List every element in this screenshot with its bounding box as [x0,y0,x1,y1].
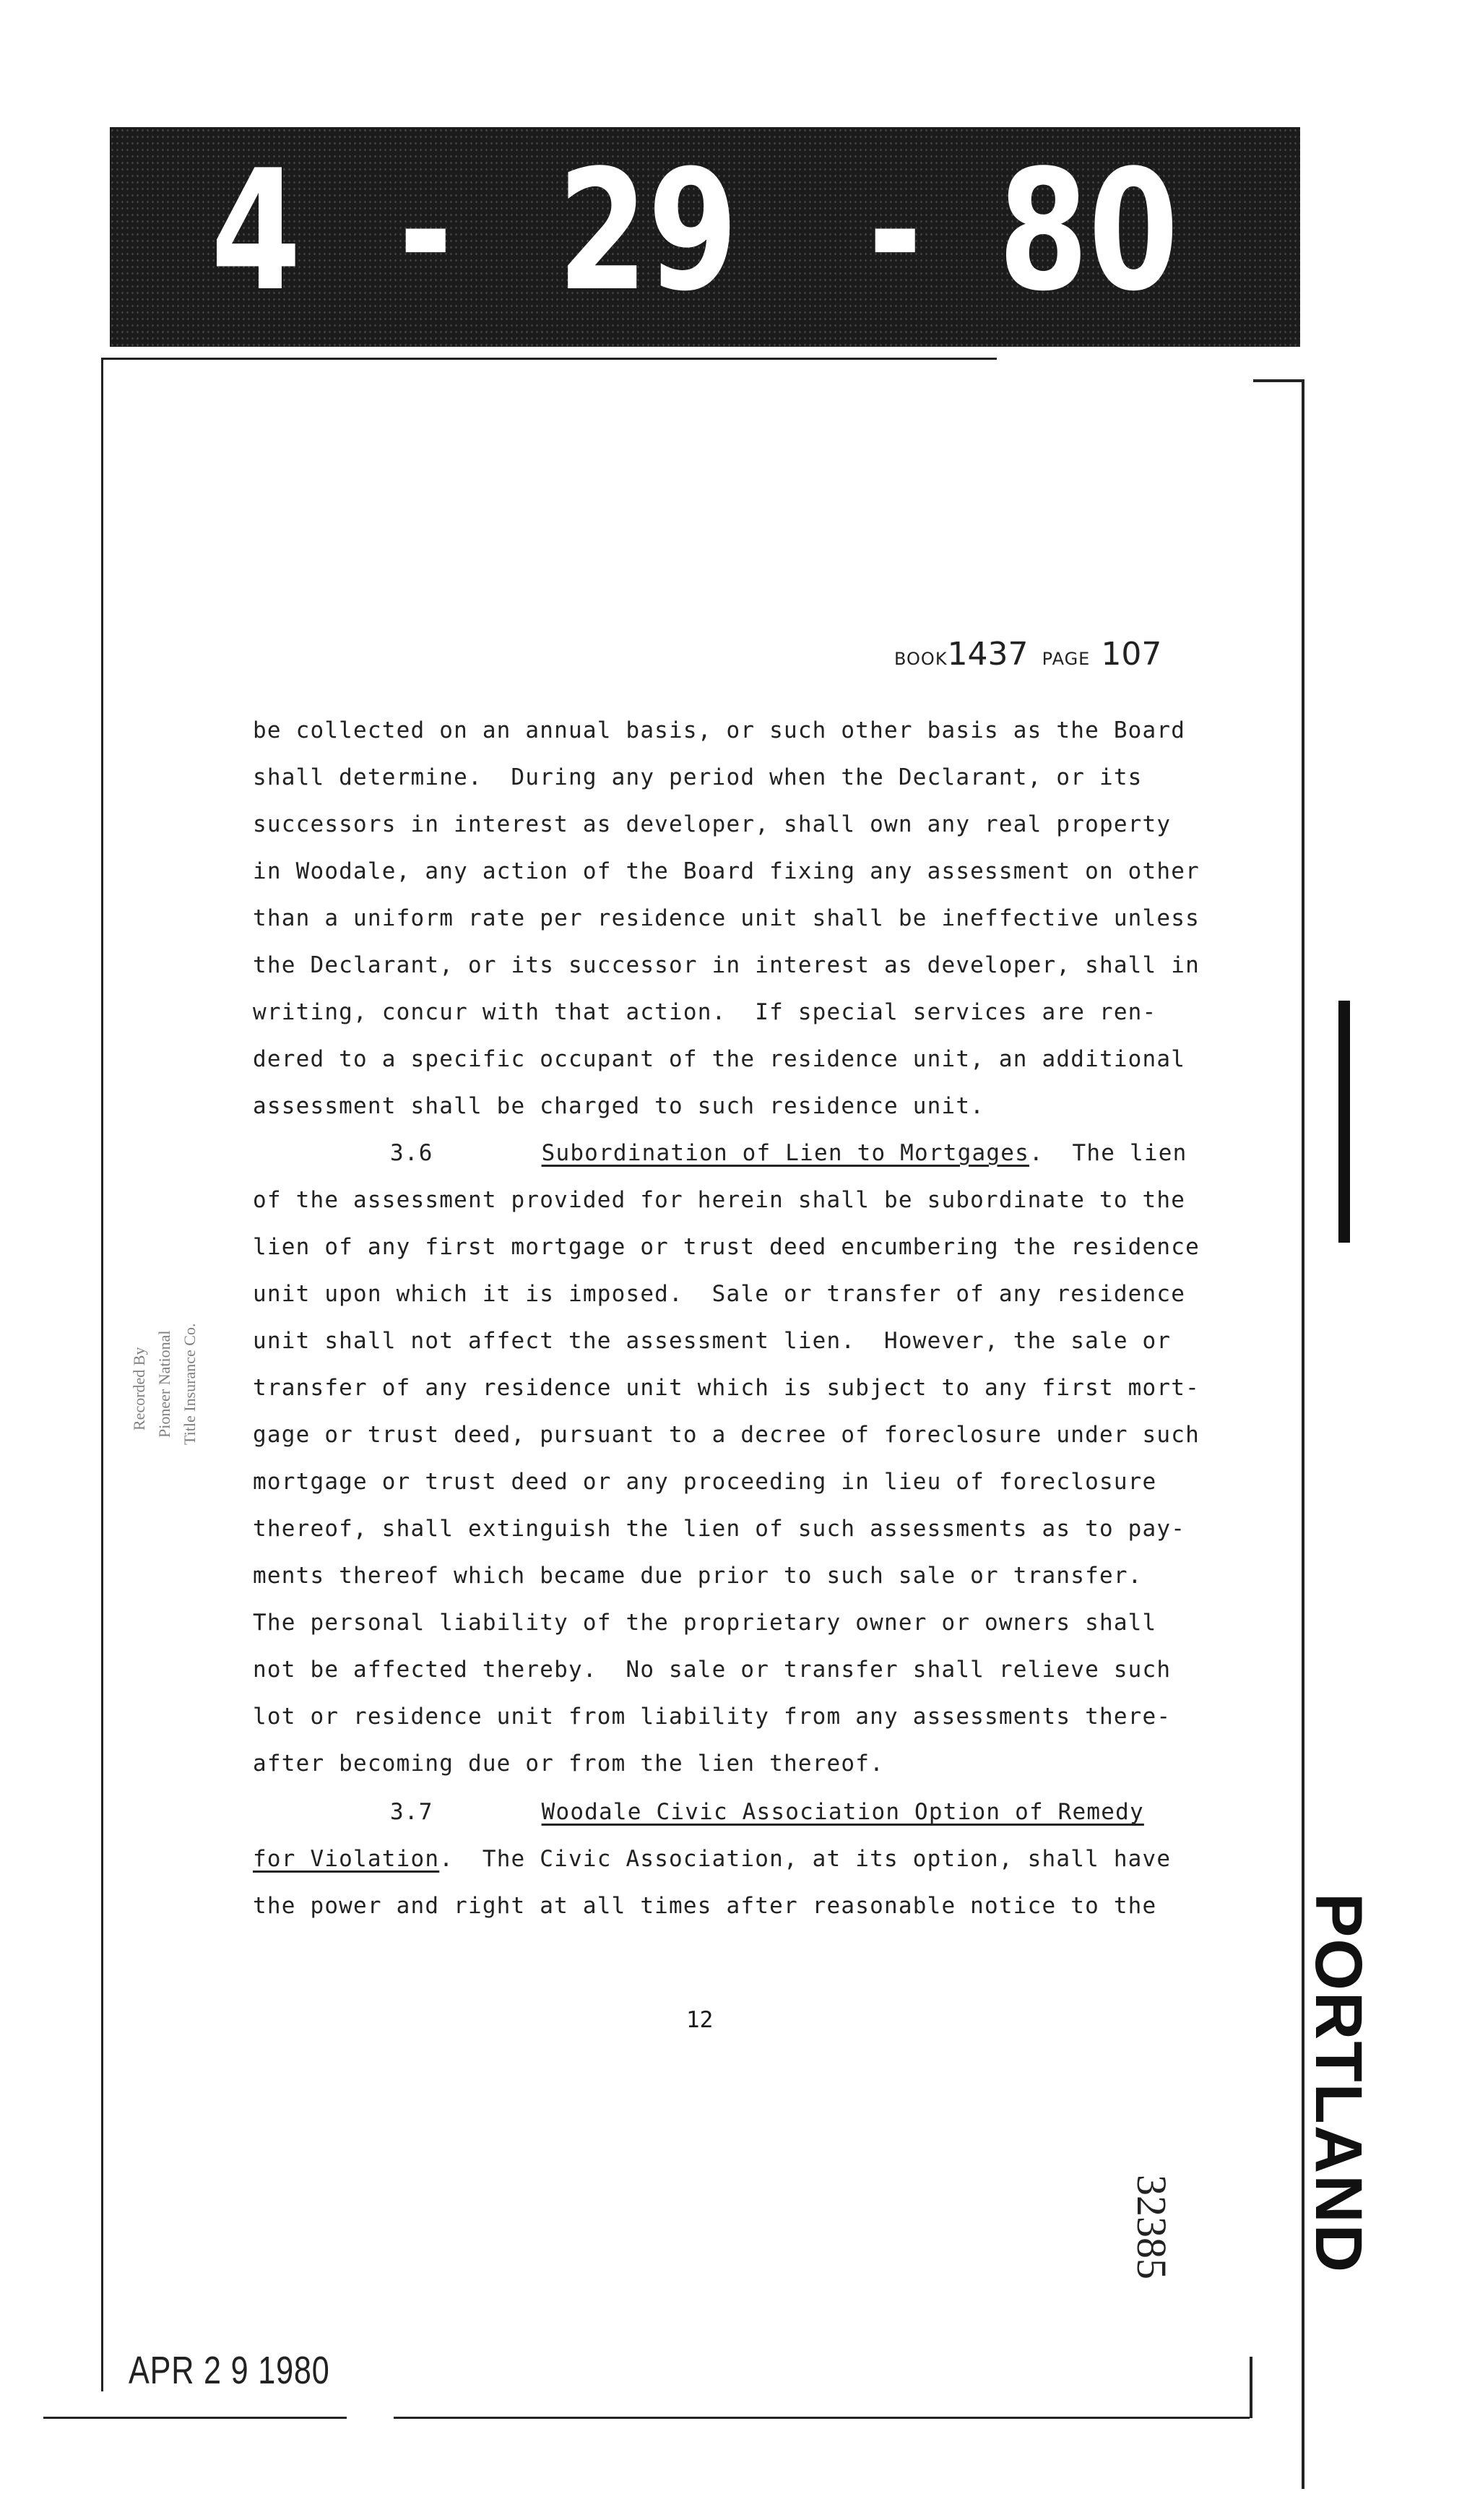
body-line: lien of any first mortgage or trust deed encumbering the residence [253,1234,1200,1260]
book-label: BOOK [894,649,948,669]
body-line: be collected on an annual basis, or such other basis as the Board [253,717,1186,743]
section-heading-suffix: . The lien [1029,1140,1187,1166]
date-part-year: 80 [998,135,1179,328]
book-number: 1437 [947,636,1029,673]
body-line: shall determine. During any period when the Declarant, or its [253,764,1143,790]
body-line: dered to a specific occupant of the residence unit, an additional [253,1046,1186,1072]
frame-bracket-bottom [1250,2357,1252,2418]
body-line: assessment shall be charged to such residence unit. [253,1093,985,1119]
page-number: 12 [686,2007,714,2033]
recorder-stamp-line: Title Insurance Co. [181,1323,199,1445]
page-ref-number: 107 [1101,636,1162,673]
date-separator: - [868,135,922,328]
body-line: after becoming due or from the lien thereof. [253,1751,884,1777]
recording-stamp-number: 32385 [1128,2175,1175,2279]
recorder-stamp [116,1170,209,1445]
body-line: the power and right at all times after reasonable notice to the [253,1893,1157,1919]
body-line: in Woodale, any action of the Board fixing any assessment on other [253,858,1200,884]
body-text: . The Civic Association, at its option, shall have [439,1846,1172,1872]
frame-bottom-line [394,2417,1250,2419]
recorder-stamp-line: Pioneer National [155,1330,173,1438]
body-line: the Declarant, or its successor in interest as developer, shall in [253,952,1200,978]
body-line: ments thereof which became due prior to such sale or transfer. [253,1563,1143,1589]
frame-bottom-left-line [43,2417,347,2419]
margin-bar [1338,1001,1350,1243]
date-banner [110,127,1300,347]
frame-top-line [101,358,997,360]
body-line: than a uniform rate per residence unit shall be ineffective unless [253,905,1200,931]
section-title: Woodale Civic Association Option of Remedy [541,1799,1144,1825]
section-title-continued: for Violation [253,1846,440,1872]
portland-side-text: PORTLAND [1302,1893,1375,2274]
frame-bracket-top [1253,379,1304,382]
body-line: transfer of any residence unit which is subject to any first mort- [253,1375,1200,1401]
body-line: gage or trust deed, pursuant to a decree of foreclosure under such [253,1422,1200,1448]
date-separator: - [399,135,453,328]
frame-left-line [101,358,103,2391]
section-number: 3.7 [390,1799,433,1825]
body-line: The personal liability of the proprietary owner or owners shall [253,1610,1157,1636]
date-part-day: 29 [558,135,738,328]
section-number: 3.6 [390,1140,433,1166]
body-line: thereof, shall extinguish the lien of such assessments as to pay- [253,1516,1186,1542]
section-3-6-heading [390,1140,1187,1166]
body-line: mortgage or trust deed or any proceeding in lieu of foreclosure [253,1469,1157,1495]
page-label: PAGE [1042,649,1091,669]
received-date-stamp: APR 2 9 1980 [129,2349,330,2392]
book-page-reference [894,636,1161,673]
body-line: successors in interest as developer, shall own any real property [253,811,1172,837]
body-line: not be affected thereby. No sale or transfer shall relieve such [253,1657,1172,1683]
recorder-stamp-line: Recorded By [130,1347,148,1431]
body-line: unit shall not affect the assessment lien. However, the sale or [253,1328,1172,1354]
section-3-7-heading [390,1799,1144,1825]
date-part-month: 4 [211,135,301,328]
body-line: writing, concur with that action. If special services are ren- [253,999,1157,1025]
body-line [253,1846,1171,1872]
body-line: unit upon which it is imposed. Sale or transfer of any residence [253,1281,1186,1307]
section-title: Subordination of Lien to Mortgages [541,1140,1029,1166]
body-line: lot or residence unit from liability from any assessments there- [253,1704,1172,1730]
body-line: of the assessment provided for herein shall be subordinate to the [253,1187,1186,1213]
